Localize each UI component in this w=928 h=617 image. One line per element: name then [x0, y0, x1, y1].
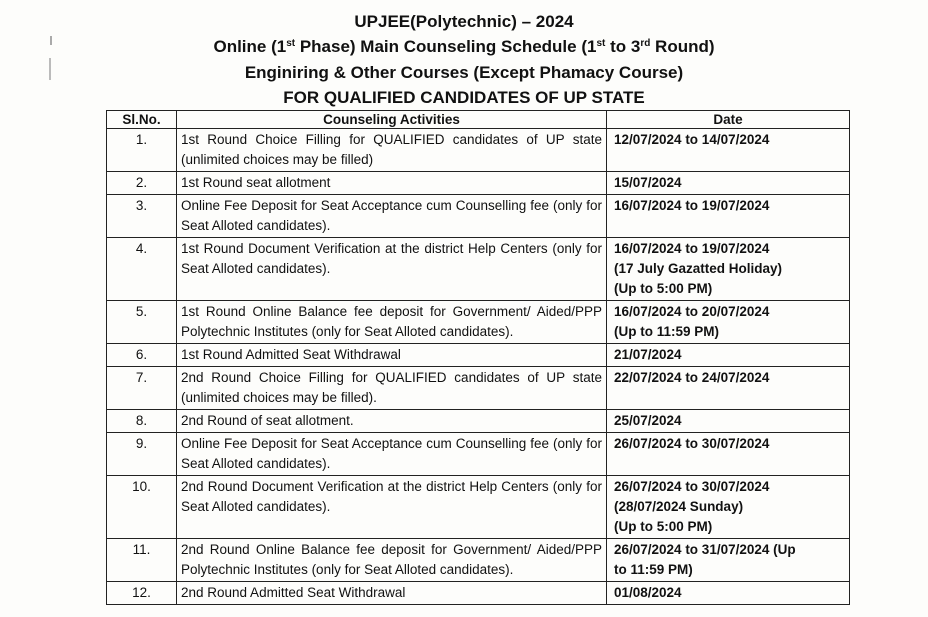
- row-date-line: to 11:59 PM): [614, 562, 693, 577]
- column-header-activities: Counseling Activities: [177, 111, 607, 129]
- table-row: [107, 539, 850, 582]
- table-row: [107, 172, 850, 195]
- row-date-line: 16/07/2024 to 20/07/2024: [614, 304, 770, 319]
- row-date-line: (17 July Gazatted Holiday): [614, 261, 783, 276]
- doc-title: UPJEE(Polytechnic) – 2024: [354, 12, 574, 31]
- row-activity: 2nd Round Choice Filling for QUALIFIED candidates of UP state (unlimited choices may be filled).: [177, 367, 607, 410]
- row-date: [607, 195, 850, 238]
- table-row: [107, 195, 850, 238]
- table-row: [107, 238, 850, 301]
- row-serial-number: 6.: [107, 344, 177, 367]
- schedule-table: [106, 110, 850, 605]
- table-header-row: [107, 111, 850, 129]
- table-row: [107, 344, 850, 367]
- row-date: [607, 539, 850, 582]
- doc-subtitle: Online (1st Phase) Main Counseling Schedule (1st to 3rd Round): [213, 37, 715, 56]
- row-date: [607, 410, 850, 433]
- schedule-table-body: [107, 129, 850, 605]
- row-date-line: 15/07/2024: [614, 175, 682, 190]
- row-date-line: 26/07/2024 to 30/07/2024: [614, 436, 770, 451]
- doc-candidates-line: FOR QUALIFIED CANDIDATES OF UP STATE: [283, 88, 645, 107]
- row-date: [607, 476, 850, 539]
- row-serial-number: 2.: [107, 172, 177, 195]
- row-date-line: 12/07/2024 to 14/07/2024: [614, 132, 770, 147]
- row-serial-number: 8.: [107, 410, 177, 433]
- row-activity: 2nd Round Document Verification at the district Help Centers (only for Seat Alloted candidates).: [177, 476, 607, 539]
- row-date-line: 22/07/2024 to 24/07/2024: [614, 370, 770, 385]
- row-date-line: 01/08/2024: [614, 585, 682, 600]
- row-activity: 2nd Round Admitted Seat Withdrawal: [177, 582, 607, 605]
- table-row: [107, 410, 850, 433]
- row-date-line: 26/07/2024 to 30/07/2024: [614, 479, 770, 494]
- table-row: [107, 433, 850, 476]
- row-activity: 1st Round Choice Filling for QUALIFIED candidates of UP state (unlimited choices may be filled): [177, 129, 607, 172]
- row-serial-number: 11.: [107, 539, 177, 582]
- row-date-line: (Up to 5:00 PM): [614, 281, 713, 296]
- row-activity: 1st Round Online Balance fee deposit for Government/ Aided/PPP Polytechnic Institutes (only for Seat Alloted candidates).: [177, 301, 607, 344]
- row-date: [607, 433, 850, 476]
- row-activity: 1st Round Admitted Seat Withdrawal: [177, 344, 607, 367]
- row-serial-number: 3.: [107, 195, 177, 238]
- row-date-line: 26/07/2024 to 31/07/2024 (Up: [614, 542, 796, 557]
- doc-courses-line: Enginiring & Other Courses (Except Phamacy Course): [244, 63, 684, 82]
- row-date: [607, 301, 850, 344]
- row-activity: 1st Round seat allotment: [177, 172, 607, 195]
- row-serial-number: 10.: [107, 476, 177, 539]
- row-activity: 2nd Round of seat allotment.: [177, 410, 607, 433]
- row-date-line: 16/07/2024 to 19/07/2024: [614, 241, 770, 256]
- row-date-line: 25/07/2024: [614, 413, 682, 428]
- row-serial-number: 9.: [107, 433, 177, 476]
- row-serial-number: 7.: [107, 367, 177, 410]
- row-date: [607, 582, 850, 605]
- row-date-line: 16/07/2024 to 19/07/2024: [614, 198, 770, 213]
- row-date-line: (Up to 5:00 PM): [614, 519, 713, 534]
- row-date: [607, 344, 850, 367]
- table-row: [107, 301, 850, 344]
- row-serial-number: 12.: [107, 582, 177, 605]
- row-serial-number: 1.: [107, 129, 177, 172]
- row-activity: 2nd Round Online Balance fee deposit for Government/ Aided/PPP Polytechnic Institutes (only for Seat Alloted candidates).: [177, 539, 607, 582]
- row-activity: Online Fee Deposit for Seat Acceptance cum Counselling fee (only for Seat Alloted candidates).: [177, 195, 607, 238]
- row-date-line: (Up to 11:59 PM): [614, 324, 720, 339]
- row-date-line: (28/07/2024 Sunday): [614, 499, 744, 514]
- table-row: [107, 476, 850, 539]
- row-activity: 1st Round Document Verification at the district Help Centers (only for Seat Alloted candidates).: [177, 238, 607, 301]
- row-date: [607, 172, 850, 195]
- table-row: [107, 129, 850, 172]
- row-activity: Online Fee Deposit for Seat Acceptance cum Counselling fee (only for Seat Alloted candidates).: [177, 433, 607, 476]
- row-serial-number: 5.: [107, 301, 177, 344]
- row-date: [607, 238, 850, 301]
- row-date-line: 21/07/2024: [614, 347, 682, 362]
- table-row: [107, 582, 850, 605]
- row-serial-number: 4.: [107, 238, 177, 301]
- row-date: [607, 129, 850, 172]
- row-date: [607, 367, 850, 410]
- column-header-slno: Sl.No.: [107, 111, 177, 129]
- table-row: [107, 367, 850, 410]
- column-header-date: Date: [607, 111, 850, 129]
